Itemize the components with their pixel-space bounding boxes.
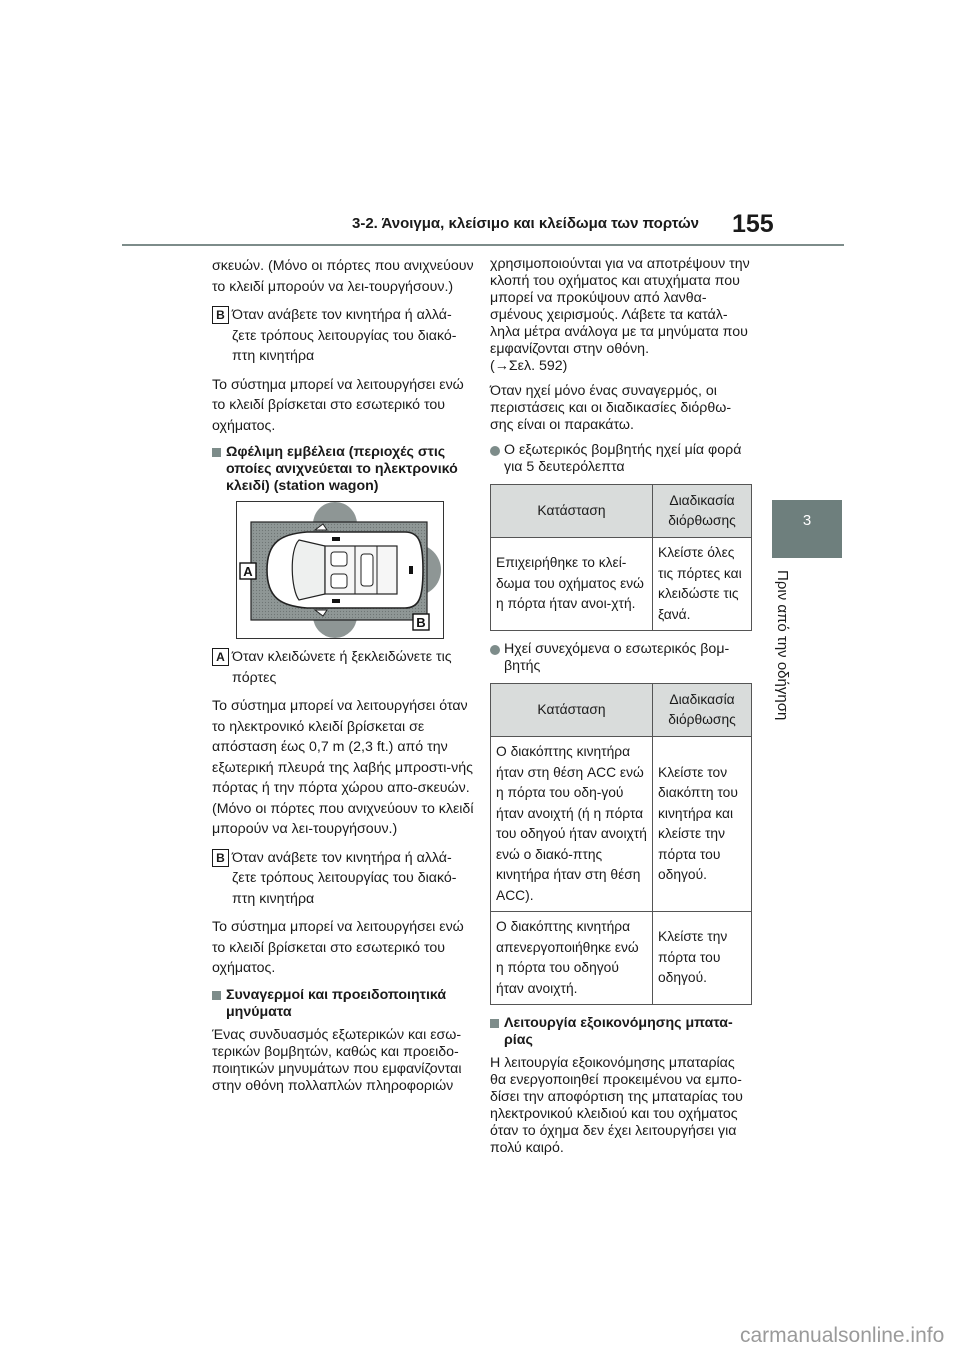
bullet-item bbox=[490, 641, 752, 675]
table-header-row bbox=[491, 684, 752, 737]
alarm-table-2 bbox=[490, 683, 752, 1005]
section-heading bbox=[490, 1015, 752, 1049]
table-cell: Ο διακόπτης κινητήρα ήταν στη θέση ACC ενώ η πόρτα του οδη-γού ήταν ανοιχτή (ή η πόρτα του οδηγού ήταν ανοιχτή ενώ ο διακό-πτης κινητήρα ήταν στη θέση ACC). bbox=[491, 737, 653, 912]
paragraph: Η λειτουργία εξοικονόμησης μπαταρίας θα ενεργοποιηθεί προκειμένου να εμπο-δίσει την αποφόρτιση της μπαταρίας του ηλεκτρονικού κλειδιού και του οχήματος όταν το όχημα δεν έχει λειτουργήσει για πολύ καιρό. bbox=[490, 1055, 743, 1156]
bullet-text: Ο εξωτερικός βομβητής ηχεί μία φορά για 5 δευτερόλεπτα bbox=[504, 442, 742, 475]
table-cell: Επιχειρήθηκε το κλεί-δωμα του οχήματος ενώ η πόρτα ήταν ανοι-χτή. bbox=[491, 538, 653, 631]
paragraph: Το σύστημα μπορεί να λειτουργήσει ενώ το κλειδί βρίσκεται στο εσωτερικό του οχήματος. bbox=[212, 919, 464, 976]
left-column bbox=[212, 256, 474, 1103]
paragraph: Το σύστημα μπορεί να λειτουργήσει ενώ το κλειδί βρίσκεται στο εσωτερικό του οχήματος. bbox=[212, 376, 464, 434]
badge-text: Όταν ανάβετε τον κινητήρα ή αλλά-ζετε τρόπους λειτουργίας του διακό-πτη κινητήρα bbox=[232, 307, 457, 364]
sensor bbox=[409, 566, 413, 574]
paragraph: Ένας συνδυασμός εξωτερικών και εσω-τερικών βομβητών, καθώς και προειδο-ποιητικών μηνυμάτων που εμφανίζονται στην οθόνη πολλαπλών πληροφοριών bbox=[212, 1026, 462, 1094]
table-cell: Ο διακόπτης κινητήρα απενεργοποιήθηκε ενώ η πόρτα του οδηγού ήταν ανοιχτή. bbox=[491, 912, 653, 1005]
bullet-text: Ηχεί συνεχόμενα ο εσωτερικός βομ-βητής bbox=[504, 641, 730, 674]
badge-text: Όταν ανάβετε τον κινητήρα ή αλλά-ζετε τρόπους λειτουργίας του διακό-πτη κινητήρα bbox=[232, 849, 457, 907]
badge-a: A bbox=[212, 648, 229, 666]
table-header: Κατάσταση bbox=[491, 485, 653, 538]
page-number: 155 bbox=[732, 210, 774, 238]
table-cell: Κλείστε την πόρτα του οδηγού. bbox=[653, 912, 752, 1005]
square-bullet-icon bbox=[212, 448, 221, 457]
badge-item-b bbox=[212, 305, 474, 367]
seat bbox=[361, 554, 373, 586]
car-range-diagram bbox=[237, 502, 443, 638]
table-row bbox=[491, 538, 752, 631]
chapter-label-container bbox=[774, 570, 814, 770]
seat bbox=[331, 552, 347, 566]
sensor bbox=[332, 537, 340, 541]
badge-item-b bbox=[212, 848, 474, 910]
paragraph: Όταν ηχεί μόνο ένας συναγερμός, οι περιστάσεις και οι διαδικασίες διόρθω-σης είναι οι παρακάτω. bbox=[490, 383, 732, 433]
range-diagram bbox=[236, 501, 444, 639]
watermark: carmanualsonline.info bbox=[740, 1324, 945, 1347]
sensor bbox=[332, 599, 340, 603]
table-row bbox=[491, 912, 752, 1005]
label-b: B bbox=[416, 615, 426, 630]
paragraph: χρησιμοποιούνται για να αποτρέψουν την κλοπή του οχήματος και ατυχήματα που μπορεί να προκύψουν από λανθα-σμένους χειρισμούς. Λάβετε τα κατάλ-ληλα μέτρα ανάλογα με τα μηνύματα που εμφανίζονται στην οθόνη. bbox=[490, 256, 750, 357]
table-header: Κατάσταση bbox=[491, 684, 653, 737]
square-bullet-icon bbox=[212, 991, 221, 1000]
round-bullet-icon bbox=[490, 645, 500, 655]
paragraph: σκευών. (Μόνο οι πόρτες που ανιχνεύουν το κλειδί μπορούν να λει-τουργήσουν.) bbox=[212, 258, 474, 295]
badge-text: Όταν κλειδώνετε ή ξεκλειδώνετε τις πόρτες bbox=[232, 649, 452, 686]
table-cell: Κλείστε τον διακόπτη του κινητήρα και κλείστε την πόρτα του οδηγού. bbox=[653, 737, 752, 912]
badge-b: B bbox=[212, 306, 229, 324]
alarm-table-1 bbox=[490, 484, 752, 631]
table-row bbox=[491, 737, 752, 912]
section-heading bbox=[212, 987, 474, 1021]
chapter-tab bbox=[772, 500, 842, 558]
square-bullet-icon bbox=[490, 1019, 499, 1028]
windshield bbox=[292, 540, 325, 600]
badge-item-a bbox=[212, 647, 474, 688]
seat bbox=[331, 574, 347, 588]
page-reference: (→Σελ. 592) bbox=[490, 358, 568, 374]
paragraph: Το σύστημα μπορεί να λειτουργήσει όταν το ηλεκτρονικό κλειδί βρίσκεται σε απόσταση έως 0,7 m (2,3 ft.) από την εξωτερική πλευρά της λαβής μπροστι-νής πόρτας ή την πόρτα χώρου απο-σκευών. (Μόνο οι πόρτες που ανιχνεύουν το κλειδί μπορούν να λει-τουργήσουν.) bbox=[212, 698, 474, 837]
chapter-number: 3 bbox=[802, 512, 812, 529]
section-heading bbox=[212, 444, 474, 495]
table-header: Διαδικασία διόρθωσης bbox=[653, 684, 752, 737]
table-cell: Κλείστε όλες τις πόρτες και κλειδώστε τις ξανά. bbox=[653, 538, 752, 631]
heading-text: Ωφέλιμη εμβέλεια (περιοχές στις οποίες ανιχνεύεται το ηλεκτρονικό κλειδί) (station wagon) bbox=[226, 444, 458, 494]
table-header: Διαδικασία διόρθωσης bbox=[653, 485, 752, 538]
heading-text: Συναγερμοί και προειδοποιητικά μηνύματα bbox=[226, 986, 447, 1020]
bullet-item bbox=[490, 442, 752, 476]
label-a: A bbox=[243, 564, 253, 579]
round-bullet-icon bbox=[490, 446, 500, 456]
badge-b: B bbox=[212, 849, 229, 867]
section-title: 3-2. Άνοιγμα, κλείσιμο και κλείδωμα των πορτών bbox=[352, 215, 699, 232]
right-column bbox=[490, 256, 752, 1165]
chapter-label: Πριν από την οδήγηση bbox=[774, 570, 791, 721]
header-rule bbox=[122, 244, 844, 246]
heading-text: Λειτουργία εξοικονόμησης μπατα-ρίας bbox=[504, 1015, 733, 1048]
table-header-row bbox=[491, 485, 752, 538]
